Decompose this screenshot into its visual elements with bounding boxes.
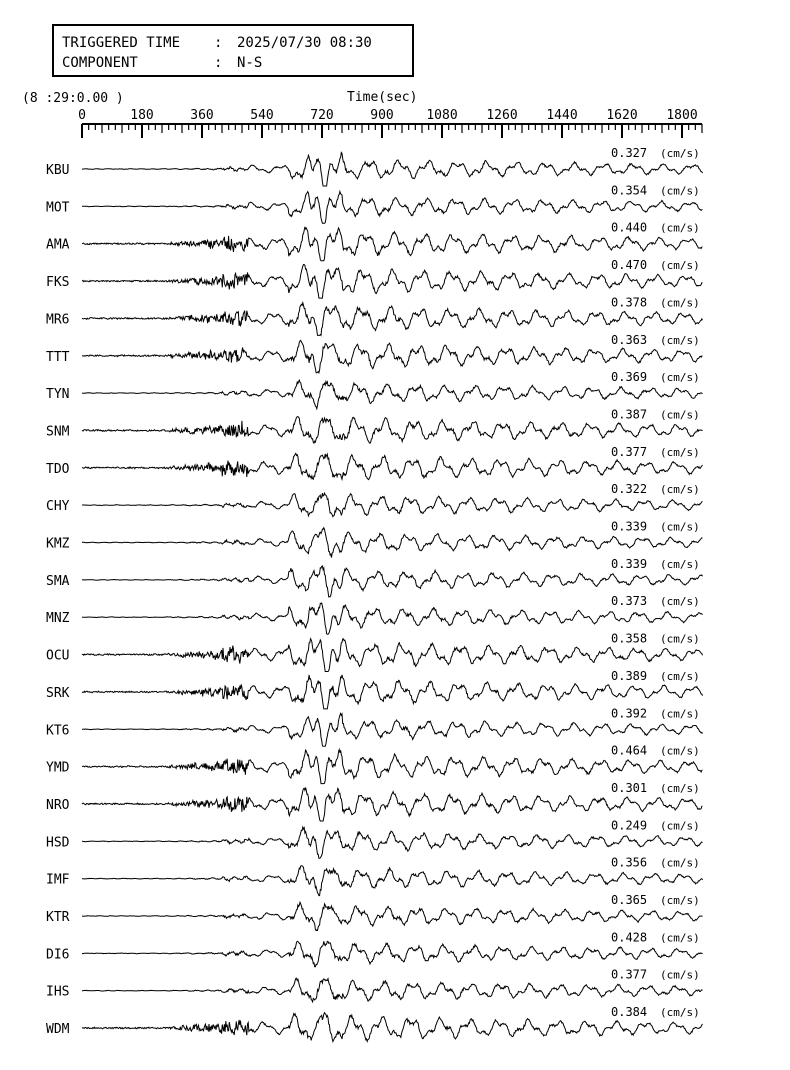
x-tick-label: 1080: [426, 108, 458, 123]
station-row: [46, 669, 703, 709]
station-code: SRK: [46, 685, 70, 701]
waveform-trace: [82, 227, 703, 261]
triggered-time-label: TRIGGERED TIME: [62, 35, 181, 51]
station-code: TDO: [46, 461, 70, 477]
waveform-trace: [82, 827, 703, 858]
waveform-trace: [82, 380, 703, 409]
amplitude-unit: (cm/s): [660, 1006, 700, 1020]
station-row: [46, 818, 703, 858]
amplitude-unit: (cm/s): [660, 520, 700, 534]
amplitude-unit: (cm/s): [660, 147, 700, 160]
component-separator: :: [214, 55, 223, 71]
max-amplitude: 0.392: [611, 706, 648, 721]
station-row: [46, 893, 703, 931]
station-row: [46, 183, 703, 223]
station-row: [46, 258, 703, 298]
max-amplitude: 0.358: [611, 631, 648, 646]
station-row: [46, 706, 703, 746]
waveform-trace: [82, 675, 703, 709]
amplitude-unit: (cm/s): [660, 781, 700, 795]
max-amplitude: 0.428: [611, 930, 648, 945]
waveform-trace: [82, 713, 703, 746]
x-tick-label: 1800: [666, 108, 698, 123]
station-row: [46, 482, 703, 517]
triggered-time-separator: :: [214, 35, 223, 51]
x-tick-label: 0: [78, 108, 86, 123]
waveform-trace: [82, 417, 703, 444]
x-tick-label: 1440: [546, 108, 578, 123]
station-code: MR6: [46, 312, 70, 328]
max-amplitude: 0.249: [611, 818, 648, 833]
station-row: [46, 295, 703, 335]
station-code: NRO: [46, 797, 70, 813]
station-row: [46, 632, 703, 672]
station-code: KBU: [46, 163, 70, 178]
start-time-label: (8 :29:0.00 ): [22, 91, 124, 106]
max-amplitude: 0.387: [611, 407, 648, 422]
station-row: [46, 1005, 703, 1041]
max-amplitude: 0.389: [611, 668, 648, 683]
max-amplitude: 0.365: [611, 893, 648, 907]
max-amplitude: 0.363: [611, 332, 648, 347]
waveform-trace: [82, 866, 703, 896]
amplitude-unit: (cm/s): [660, 333, 700, 347]
station-code: WDM: [46, 1022, 70, 1038]
component-value: N-S: [237, 55, 263, 71]
station-code: YMD: [46, 760, 70, 776]
amplitude-unit: (cm/s): [660, 483, 700, 497]
amplitude-unit: (cm/s): [660, 856, 700, 870]
amplitude-unit: (cm/s): [660, 184, 700, 198]
amplitude-unit: (cm/s): [660, 259, 700, 273]
max-amplitude: 0.339: [611, 519, 648, 534]
station-row: [46, 968, 703, 1002]
waveform-trace: [82, 192, 703, 224]
station-code: TYN: [46, 387, 70, 403]
amplitude-unit: (cm/s): [660, 669, 700, 683]
component-label: COMPONENT: [62, 55, 138, 71]
waveform-trace: [82, 902, 703, 930]
max-amplitude: 0.464: [611, 743, 648, 758]
waveform-trace: [82, 493, 703, 517]
station-row: [46, 520, 703, 558]
waveform-trace: [82, 453, 703, 479]
station-row: [46, 407, 703, 443]
station-code: IMF: [46, 872, 70, 888]
waveform-trace: [82, 639, 703, 672]
station-row: [46, 557, 703, 597]
amplitude-unit: (cm/s): [660, 221, 700, 235]
amplitude-unit: (cm/s): [660, 931, 700, 945]
amplitude-unit: (cm/s): [660, 707, 700, 721]
amplitude-unit: (cm/s): [660, 371, 700, 385]
station-code: DI6: [46, 947, 70, 963]
waveform-trace: [82, 788, 703, 822]
station-row: [46, 744, 703, 784]
max-amplitude: 0.440: [611, 220, 648, 235]
amplitude-unit: (cm/s): [660, 968, 700, 982]
station-row: [46, 146, 703, 186]
x-tick-label: 900: [370, 108, 394, 123]
x-tick-label: 540: [250, 108, 274, 123]
header-box: [53, 25, 413, 76]
station-code: KMZ: [46, 536, 70, 552]
amplitude-unit: (cm/s): [660, 296, 700, 310]
station-code: SMA: [46, 573, 70, 589]
amplitude-unit: (cm/s): [660, 557, 700, 571]
station-code: MNZ: [46, 611, 70, 627]
amplitude-unit: (cm/s): [660, 819, 700, 833]
station-code: AMA: [46, 237, 70, 253]
max-amplitude: 0.369: [611, 370, 648, 385]
max-amplitude: 0.384: [611, 1005, 648, 1020]
waveform-trace: [82, 1013, 703, 1042]
station-traces: [46, 146, 703, 1042]
waveform-trace: [82, 566, 703, 597]
station-code: KTR: [46, 910, 70, 925]
station-code: KT6: [46, 723, 70, 739]
station-code: HSD: [46, 835, 70, 851]
station-row: [46, 370, 703, 409]
waveform-trace: [82, 603, 703, 634]
x-tick-label: 720: [310, 108, 334, 123]
time-axis: [78, 108, 702, 138]
max-amplitude: 0.301: [611, 780, 648, 795]
station-code: MOT: [46, 200, 70, 216]
max-amplitude: 0.322: [611, 482, 648, 497]
waveform-trace: [82, 340, 703, 372]
waveform-trace: [82, 941, 703, 966]
x-tick-label: 360: [190, 108, 214, 123]
waveform-trace: [82, 303, 703, 336]
station-code: CHY: [46, 499, 70, 515]
station-row: [46, 856, 703, 896]
max-amplitude: 0.356: [611, 855, 648, 870]
max-amplitude: 0.327: [611, 146, 648, 160]
station-code: OCU: [46, 648, 70, 664]
waveform-trace: [82, 265, 703, 299]
max-amplitude: 0.373: [611, 594, 648, 609]
amplitude-unit: (cm/s): [660, 595, 700, 609]
triggered-time-value: 2025/07/30 08:30: [237, 35, 372, 51]
station-code: FKS: [46, 275, 70, 291]
waveform-trace: [82, 750, 703, 784]
station-row: [46, 781, 703, 821]
max-amplitude: 0.378: [611, 295, 648, 310]
waveform-trace: [82, 528, 703, 558]
x-axis-title: Time(sec): [347, 90, 418, 105]
station-row: [46, 333, 703, 373]
max-amplitude: 0.470: [611, 258, 648, 273]
station-code: IHS: [46, 984, 70, 1000]
station-row: [46, 594, 703, 634]
amplitude-unit: (cm/s): [660, 408, 700, 422]
station-row: [46, 445, 703, 480]
amplitude-unit: (cm/s): [660, 894, 700, 907]
station-row: [46, 221, 703, 261]
x-tick-label: 1260: [486, 108, 518, 123]
amplitude-unit: (cm/s): [660, 744, 700, 758]
x-tick-label: 180: [130, 108, 154, 123]
waveform-trace: [82, 978, 703, 1002]
max-amplitude: 0.377: [611, 444, 648, 459]
station-code: SNM: [46, 424, 70, 440]
station-row: [46, 930, 703, 966]
x-tick-label: 1620: [606, 108, 638, 123]
amplitude-unit: (cm/s): [660, 445, 700, 459]
max-amplitude: 0.377: [611, 967, 648, 982]
max-amplitude: 0.339: [611, 556, 648, 571]
amplitude-unit: (cm/s): [660, 632, 700, 646]
waveform-trace: [82, 153, 703, 187]
max-amplitude: 0.354: [611, 183, 648, 198]
station-code: TTT: [46, 349, 70, 365]
